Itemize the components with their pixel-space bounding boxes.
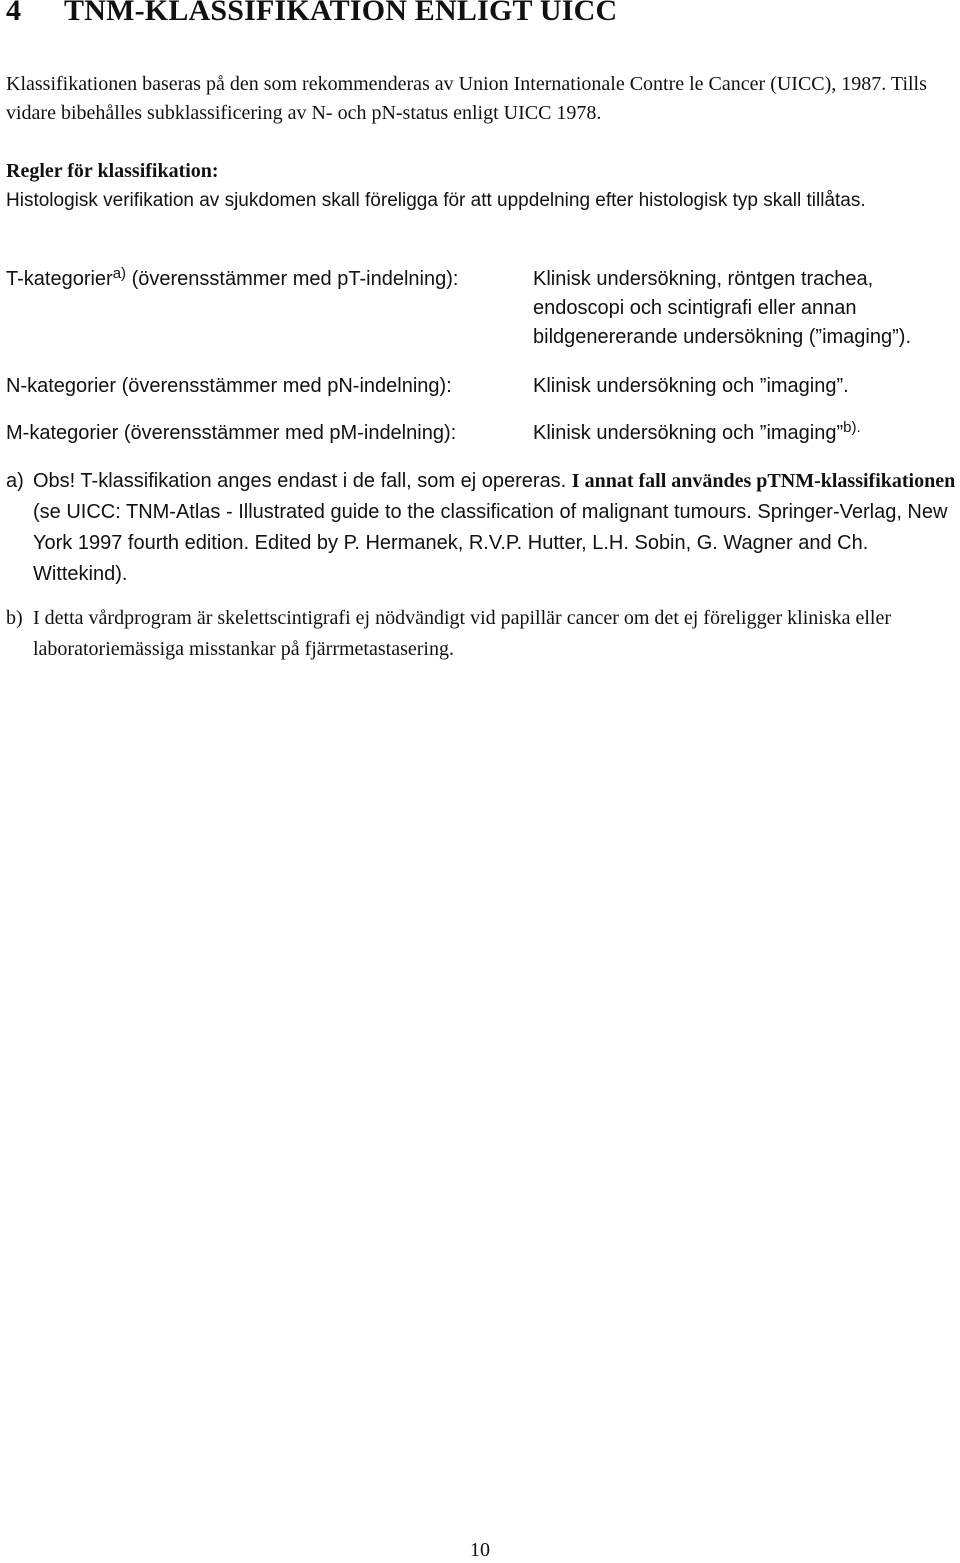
- t-category-label: [6, 265, 458, 294]
- m-category-value: [533, 419, 958, 448]
- n-category-value-text: Klinisk undersökning och ”imaging”.: [533, 375, 849, 397]
- rules-block: [6, 157, 956, 215]
- t-category-label-end: (överensstämmer med pT-indelning):: [126, 268, 459, 290]
- footnote-a-bold-text: I annat fall användes pTNM-klassifikationen: [571, 470, 956, 492]
- t-category-value-text: Klinisk undersökning, röntgen trachea, endoscopi och scintigrafi eller annan bildgenererande undersökning (”imaging”).: [533, 268, 911, 348]
- footnote-ref-b: b).: [843, 419, 861, 436]
- m-category-label-start: M-kategorier (överensstämmer med pM-indelning):: [6, 422, 457, 444]
- intro-paragraph: Klassifikationen baseras på den som rekommenderas av Union Internationale Contre le Cancer (UICC), 1987. Tills vidare bibehålles subklassificering av N- och pN-status enligt UICC 1978.: [6, 73, 927, 124]
- rules-title: Regler för klassifikation:: [6, 160, 219, 182]
- footnote-a-mark: a): [6, 470, 24, 492]
- footnote-b-mark: b): [6, 607, 23, 629]
- section-title: TNM-KLASSIFIKATION ENLIGT UICC: [64, 0, 618, 27]
- footnote-a: [6, 466, 956, 590]
- footnote-b-body: I detta vårdprogram är skelettscintigrafi ej nödvändigt vid papillär cancer om det ej föreligger kliniska eller laboratoriemässiga misstankar på fjärrmetastasering.: [33, 607, 892, 660]
- n-category-label: [6, 372, 452, 401]
- t-category-label-start: T-kategorier: [6, 268, 113, 290]
- footnote-a-text: Obs! T-klassifikation anges endast i de fall, som ej opereras.: [33, 470, 572, 492]
- page-number: 10: [470, 1539, 490, 1561]
- footnote-a-body: [33, 466, 956, 590]
- m-category-label: [6, 419, 456, 448]
- footnote-ref-a: a): [112, 265, 127, 282]
- section-number: 4: [6, 0, 22, 27]
- rules-text: Histologisk verifikation av sjukdomen skall föreligga för att uppdelning efter histologisk typ skall tillåtas.: [6, 190, 866, 211]
- section-heading: [6, 0, 617, 28]
- footnote-b: [6, 603, 956, 665]
- n-category-label-start: N-kategorier (överensstämmer med pN-indelning):: [6, 375, 452, 397]
- t-category-value: [533, 265, 958, 352]
- footnote-a-rest-text: (se UICC: TNM-Atlas - Illustrated guide to the classification of malignant tumours. Springer-Verlag, New York 1997 fourth edition. Edited by P. Hermanek, R.V.P. Hutter, L.H. Sobin, G. Wagner and Ch. Wittekind).: [33, 501, 948, 585]
- m-category-value-text: Klinisk undersökning och ”imaging”: [533, 422, 844, 444]
- n-category-value: [533, 372, 958, 401]
